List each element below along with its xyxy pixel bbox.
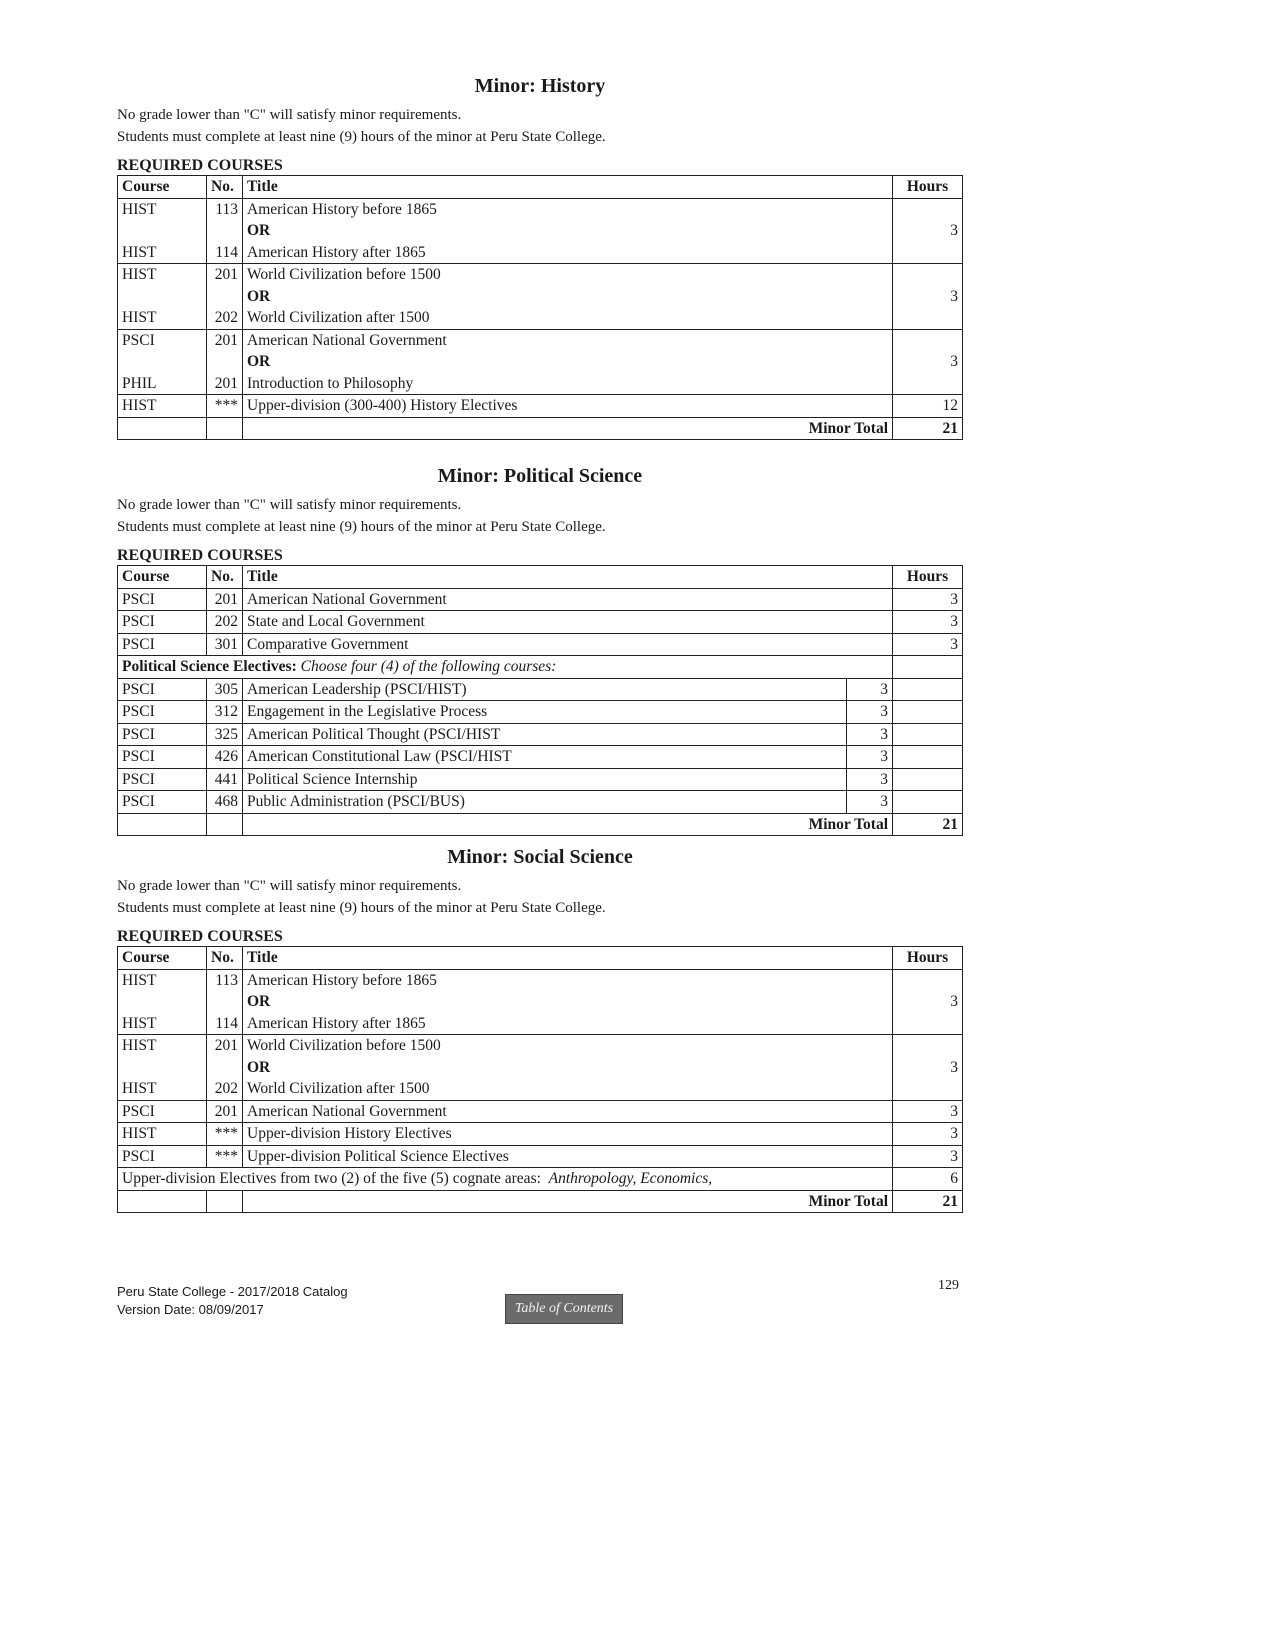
history-title: Minor: History (474, 75, 606, 97)
course-no: 113 (215, 971, 238, 989)
course-title: American History before 1865 (247, 971, 437, 989)
course-title: Introduction to Philosophy (247, 374, 414, 392)
header-hours: Hours (893, 176, 963, 199)
hours-note: Students must complete at least nine (9) hours of the minor at Peru State College. (117, 129, 606, 145)
minor-total-value: 21 (893, 1190, 963, 1213)
course-code: HIST (122, 1037, 157, 1054)
course-title: Upper-division History Electives (243, 1123, 893, 1146)
table-row (118, 678, 963, 701)
minor-total-value: 21 (893, 813, 963, 836)
course-hours: 3 (847, 723, 893, 746)
header-course: Course (118, 176, 207, 199)
course-code: PSCI (118, 1145, 207, 1168)
header-hours: Hours (893, 566, 963, 589)
course-title: Political Science Internship (243, 768, 847, 791)
course-hours: 3 (893, 633, 963, 656)
course-no: 201 (214, 1037, 238, 1054)
polisci-notes (117, 494, 963, 538)
course-code: HIST (122, 200, 157, 218)
catalog-footer (117, 1283, 348, 1319)
table-row (118, 1123, 963, 1146)
electives-label: Political Science Electives: (122, 658, 297, 675)
table-row (118, 588, 963, 611)
course-hours: 12 (893, 395, 963, 418)
course-hours: 3 (893, 1123, 963, 1146)
course-no: 201 (214, 266, 238, 283)
polisci-title: Minor: Political Science (437, 465, 643, 487)
course-title: American Constitutional Law (PSCI/HIST (243, 746, 847, 769)
or-label: OR (247, 222, 271, 239)
course-code: PSCI (118, 791, 207, 814)
header-course: Course (118, 566, 207, 589)
table-header (118, 947, 963, 970)
grade-note: No grade lower than "C" will satisfy minor requirements. (117, 497, 462, 513)
course-code: HIST (122, 971, 157, 989)
cognate-areas: Anthropology, Economics, (548, 1170, 713, 1187)
course-title: World Civilization after 1500 (247, 1080, 430, 1097)
page-number: 129 (938, 1278, 959, 1293)
header-hours: Hours (893, 947, 963, 970)
course-hours: 3 (893, 588, 963, 611)
course-code: PHIL (122, 374, 157, 392)
course-hours: 3 (893, 1145, 963, 1168)
course-hours: 6 (893, 1168, 963, 1191)
polisci-table (117, 565, 963, 836)
cognate-label: Upper-division Electives from two (2) of the five (5) cognate areas: (122, 1170, 541, 1187)
table-row (118, 1035, 963, 1101)
socsci-section (117, 845, 963, 1213)
course-code: PSCI (118, 746, 207, 769)
table-row (118, 969, 963, 1035)
course-code: PSCI (118, 1100, 207, 1123)
course-no: 202 (214, 309, 238, 326)
course-title: World Civilization before 1500 (247, 266, 441, 283)
table-row (118, 1145, 963, 1168)
electives-header-row (118, 656, 963, 679)
minor-total-value: 21 (893, 417, 963, 440)
minor-total-label: Minor Total (243, 1190, 893, 1213)
course-code: PSCI (118, 701, 207, 724)
course-no: 114 (215, 1014, 238, 1032)
table-row (118, 746, 963, 769)
course-code: HIST (122, 243, 157, 261)
course-no: 201 (207, 1100, 243, 1123)
course-no: 201 (214, 374, 238, 392)
course-title: American History after 1865 (247, 1014, 426, 1032)
course-title: Comparative Government (243, 633, 893, 656)
course-no: 202 (207, 611, 243, 634)
course-hours: 3 (847, 791, 893, 814)
course-title: Upper-division Political Science Electives (243, 1145, 893, 1168)
course-hours: 3 (893, 611, 963, 634)
table-row (118, 611, 963, 634)
course-code: PSCI (118, 611, 207, 634)
socsci-table (117, 946, 963, 1213)
course-title: American National Government (247, 331, 447, 349)
course-title: State and Local Government (243, 611, 893, 634)
course-no: 114 (215, 243, 238, 261)
course-no: *** (207, 395, 243, 418)
table-row (118, 723, 963, 746)
hours-note: Students must complete at least nine (9) hours of the minor at Peru State College. (117, 900, 606, 916)
course-hours: 3 (893, 1035, 963, 1101)
header-title: Title (243, 566, 893, 589)
course-no: 312 (207, 701, 243, 724)
course-title: American History before 1865 (247, 200, 437, 218)
course-code: PSCI (118, 723, 207, 746)
course-title: American National Government (243, 588, 893, 611)
course-hours: 3 (893, 969, 963, 1035)
history-table (117, 175, 963, 440)
table-row (118, 791, 963, 814)
course-code: HIST (118, 395, 207, 418)
course-title: American National Government (243, 1100, 893, 1123)
course-title: Engagement in the Legislative Process (243, 701, 847, 724)
course-title: American History after 1865 (247, 243, 426, 261)
course-code: PSCI (118, 768, 207, 791)
course-hours: 3 (893, 1100, 963, 1123)
course-hours: 3 (893, 329, 963, 395)
table-row (118, 768, 963, 791)
course-code: PSCI (122, 331, 155, 349)
course-hours: 3 (847, 746, 893, 769)
catalog-name: Peru State College - 2017/2018 Catalog (117, 1284, 348, 1299)
course-code: HIST (122, 1080, 157, 1097)
or-label: OR (247, 353, 271, 370)
course-title: World Civilization before 1500 (247, 1037, 441, 1054)
table-row (118, 1100, 963, 1123)
course-title: Public Administration (PSCI/BUS) (243, 791, 847, 814)
table-row (118, 329, 963, 395)
header-course: Course (118, 947, 207, 970)
course-no: 201 (207, 588, 243, 611)
course-hours: 3 (893, 198, 963, 264)
socsci-notes (117, 875, 963, 919)
course-code: HIST (118, 1123, 207, 1146)
course-title: Upper-division (300-400) History Electives (243, 395, 893, 418)
course-no: 441 (207, 768, 243, 791)
course-no: 468 (207, 791, 243, 814)
total-row (118, 813, 963, 836)
course-no: 426 (207, 746, 243, 769)
required-courses-label: REQUIRED COURSES (117, 928, 283, 945)
table-row (118, 701, 963, 724)
header-no: No. (207, 947, 243, 970)
table-row (118, 633, 963, 656)
course-no: 202 (214, 1080, 238, 1097)
course-no: 301 (207, 633, 243, 656)
course-no: 201 (214, 331, 238, 349)
table-row (118, 395, 963, 418)
header-no: No. (207, 566, 243, 589)
course-hours: 3 (847, 678, 893, 701)
course-code: HIST (122, 1014, 157, 1032)
course-title: American Leadership (PSCI/HIST) (243, 678, 847, 701)
course-code: PSCI (118, 678, 207, 701)
polisci-section (117, 464, 963, 836)
course-title: World Civilization after 1500 (247, 309, 430, 326)
electives-choose: Choose four (4) of the following courses: (300, 658, 557, 675)
table-of-contents-button[interactable]: Table of Contents (505, 1294, 623, 1324)
course-code: PSCI (118, 633, 207, 656)
table-header (118, 176, 963, 199)
minor-total-label: Minor Total (243, 417, 893, 440)
course-code: HIST (122, 309, 157, 326)
grade-note: No grade lower than "C" will satisfy minor requirements. (117, 107, 462, 123)
minor-total-label: Minor Total (243, 813, 893, 836)
course-code: HIST (122, 266, 157, 283)
or-label: OR (247, 1058, 271, 1076)
course-no: 113 (215, 200, 238, 218)
course-no: *** (207, 1145, 243, 1168)
course-code: PSCI (118, 588, 207, 611)
table-row (118, 198, 963, 264)
or-label: OR (247, 287, 271, 305)
cognate-text (118, 1168, 893, 1191)
table-row (118, 264, 963, 330)
course-no: 305 (207, 678, 243, 701)
history-section (117, 74, 963, 440)
header-title: Title (243, 176, 893, 199)
or-label: OR (247, 993, 271, 1010)
total-row (118, 1190, 963, 1213)
course-no: 325 (207, 723, 243, 746)
course-title: American Political Thought (PSCI/HIST (243, 723, 847, 746)
course-no: *** (207, 1123, 243, 1146)
socsci-title: Minor: Social Science (447, 846, 633, 868)
course-hours: 3 (847, 768, 893, 791)
electives-instruction (118, 656, 893, 679)
total-row (118, 417, 963, 440)
table-header (118, 566, 963, 589)
header-no: No. (207, 176, 243, 199)
version-date: Version Date: 08/09/2017 (117, 1302, 264, 1317)
required-courses-label: REQUIRED COURSES (117, 157, 283, 174)
cognate-row (118, 1168, 963, 1191)
grade-note: No grade lower than "C" will satisfy minor requirements. (117, 878, 462, 894)
history-notes (117, 104, 963, 148)
course-hours: 3 (847, 701, 893, 724)
course-hours: 3 (893, 264, 963, 330)
hours-note: Students must complete at least nine (9) hours of the minor at Peru State College. (117, 519, 606, 535)
required-courses-label: REQUIRED COURSES (117, 547, 283, 564)
header-title: Title (243, 947, 893, 970)
